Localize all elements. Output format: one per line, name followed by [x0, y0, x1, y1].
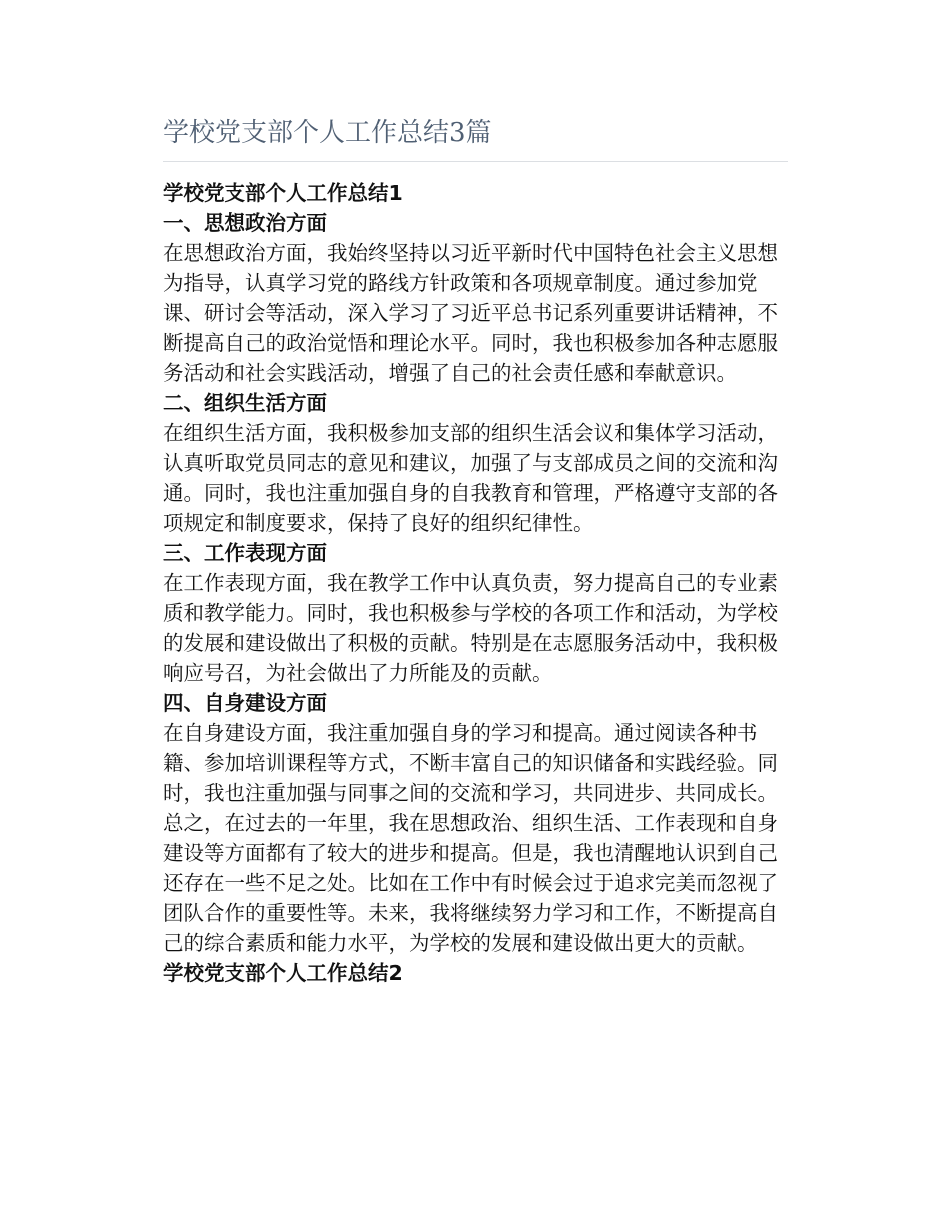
- document-title: 学校党支部个人工作总结3篇: [163, 112, 788, 162]
- paragraph-ideology: 在思想政治方面，我始终坚持以习近平新时代中国特色社会主义思想为指导，认真学习党的路线方针政策和各项规章制度。通过参加党课、研讨会等活动，深入学习了习近平总书记系列重要讲话精神，不断提高自己的政治觉悟和理论水平。同时，我也积极参加各种志愿服务活动和社会实践活动，增强了自己的社会责任感和奉献意识。: [163, 241, 778, 385]
- section-heading-work: 三、工作表现方面: [163, 541, 327, 565]
- paragraph-work: 在工作表现方面，我在教学工作中认真负责，努力提高自己的专业素质和教学能力。同时，我也积极参与学校的各项工作和活动，为学校的发展和建设做出了积极的贡献。特别是在志愿服务活动中，我积极响应号召，为社会做出了力所能及的贡献。: [163, 571, 778, 685]
- section-heading-ideology: 一、思想政治方面: [163, 211, 327, 235]
- document-body: [163, 178, 788, 988]
- paragraph-organization: 在组织生活方面，我积极参加支部的组织生活会议和集体学习活动，认真听取党员同志的意见和建议，加强了与支部成员之间的交流和沟通。同时，我也注重加强自身的自我教育和管理，严格遵守支部的各项规定和制度要求，保持了良好的组织纪律性。: [163, 421, 778, 535]
- paragraph-self: 在自身建设方面，我注重加强自身的学习和提高。通过阅读各种书籍、参加培训课程等方式，不断丰富自己的知识储备和实践经验。同时，我也注重加强与同事之间的交流和学习，共同进步、共同成长。: [163, 721, 778, 805]
- summary-1-heading: 学校党支部个人工作总结1: [163, 181, 403, 205]
- summary-2-heading: 学校党支部个人工作总结2: [163, 961, 403, 985]
- section-heading-self: 四、自身建设方面: [163, 691, 327, 715]
- section-heading-organization: 二、组织生活方面: [163, 391, 327, 415]
- document-page: [163, 112, 788, 988]
- paragraph-conclusion: 总之，在过去的一年里，我在思想政治、组织生活、工作表现和自身建设等方面都有了较大的进步和提高。但是，我也清醒地认识到自己还存在一些不足之处。比如在工作中有时候会过于追求完美而忽视了团队合作的重要性等。未来，我将继续努力学习和工作，不断提高自己的综合素质和能力水平，为学校的发展和建设做出更大的贡献。: [163, 811, 778, 955]
